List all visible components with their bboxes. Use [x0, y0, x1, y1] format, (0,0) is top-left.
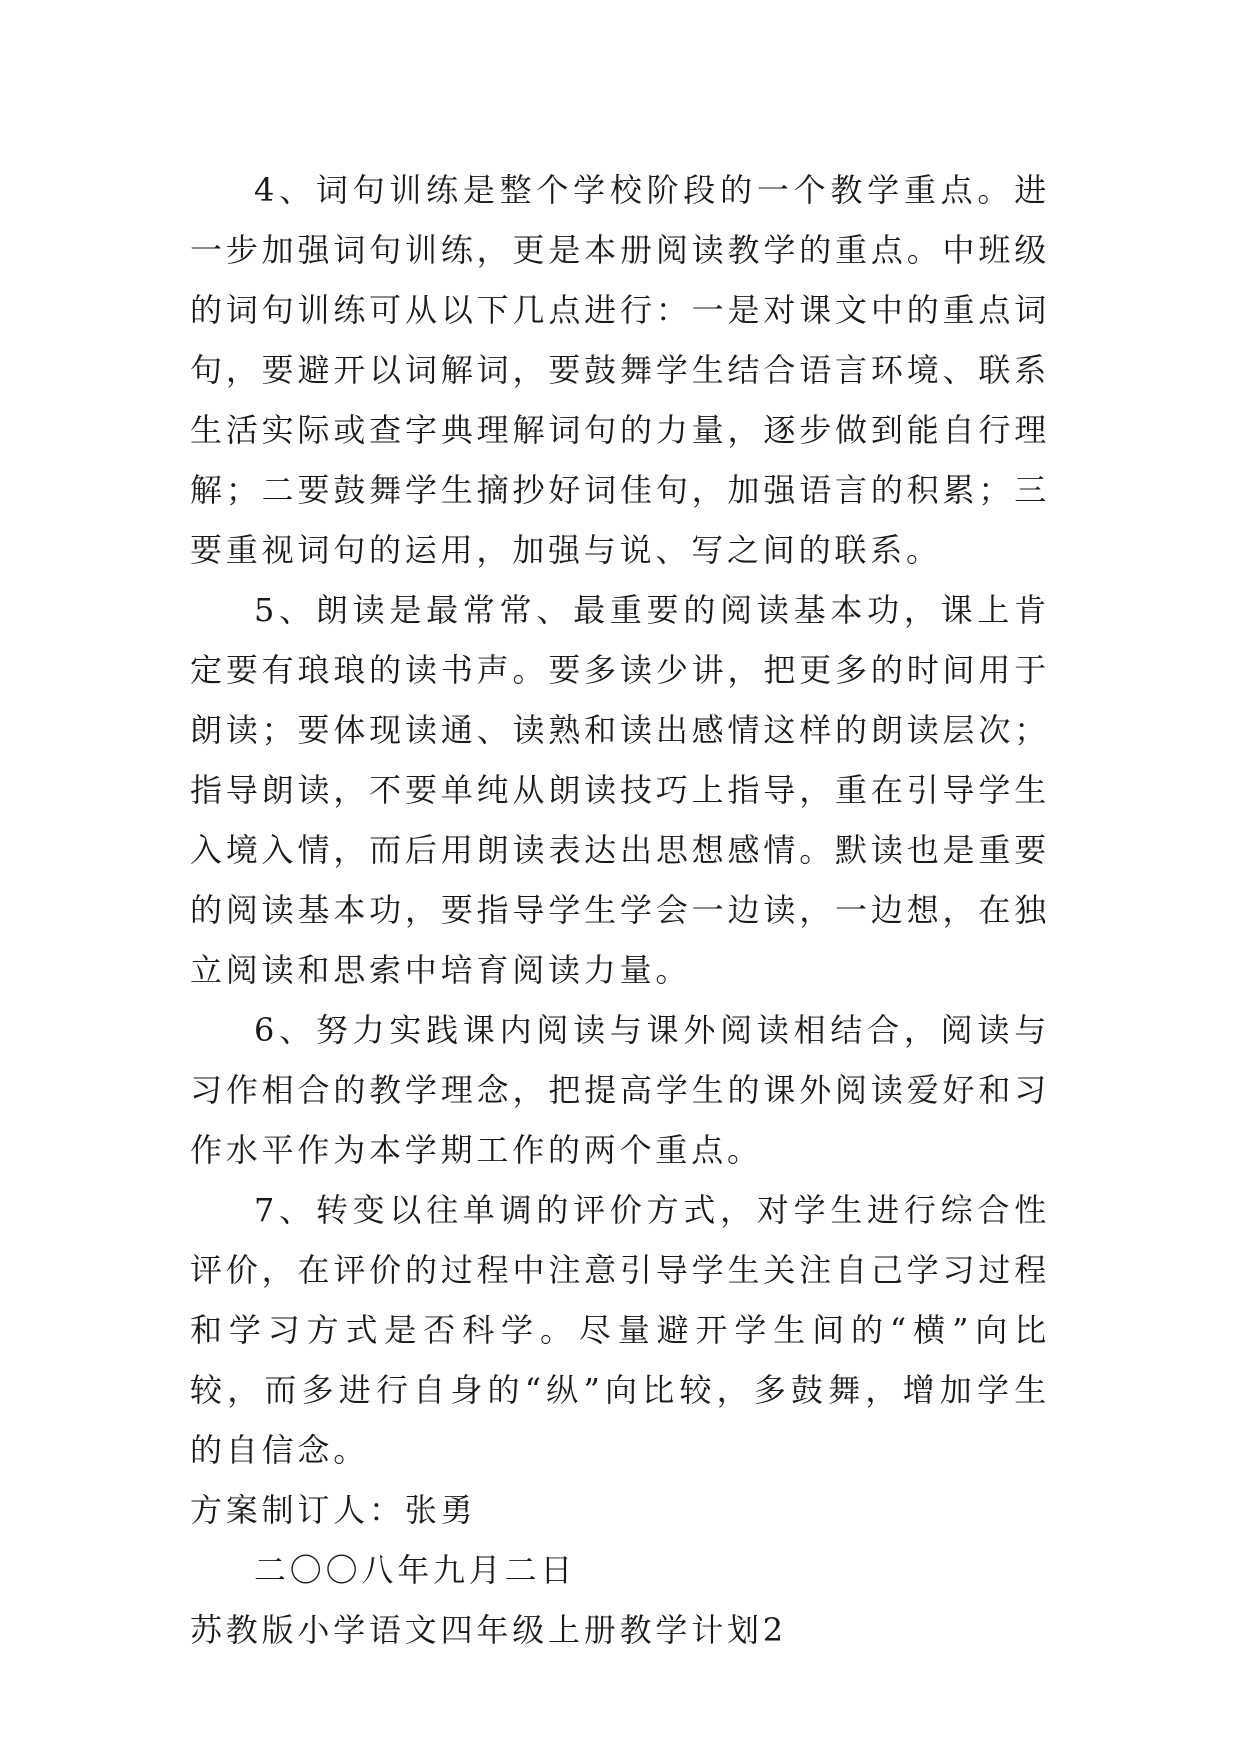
next-section-title: 苏教版小学语文四年级上册教学计划2 [190, 1611, 787, 1649]
plan-author: 方案制订人：张勇 [190, 1491, 477, 1529]
paragraph-7: 7、转变以往单调的评价方式，对学生进行综合性评价，在评价的过程中注意引导学生关注自己学习过程和学习方式是否科学。尽量避开学生间的“横”向比较，而多进行自身的“纵”向比较，多鼓舞，增加学生的自信念。 [190, 1191, 1050, 1469]
plan-date: 二〇〇八年九月二日 [254, 1551, 577, 1589]
paragraph-6: 6、努力实践课内阅读与课外阅读相结合，阅读与习作相合的教学理念，把提高学生的课外阅读爱好和习作水平作为本学期工作的两个重点。 [190, 1011, 1050, 1169]
document-body [190, 160, 1050, 1660]
paragraph-5: 5、朗读是最常常、最重要的阅读基本功，课上肯定要有琅琅的读书声。要多读少讲，把更多的时间用于朗读；要体现读通、读熟和读出感情这样的朗读层次；指导朗读，不要单纯从朗读技巧上指导，重在引导学生入境入情，而后用朗读表达出思想感情。默读也是重要的阅读基本功，要指导学生学会一边读，一边想，在独立阅读和思索中培育阅读力量。 [190, 591, 1050, 989]
paragraph-4: 4、词句训练是整个学校阶段的一个教学重点。进一步加强词句训练，更是本册阅读教学的重点。中班级的词句训练可从以下几点进行：一是对课文中的重点词句，要避开以词解词，要鼓舞学生结合语言环境、联系生活实际或查字典理解词句的力量，逐步做到能自行理解；二要鼓舞学生摘抄好词佳句，加强语言的积累；三要重视词句的运用，加强与说、写之间的联系。 [190, 171, 1050, 569]
